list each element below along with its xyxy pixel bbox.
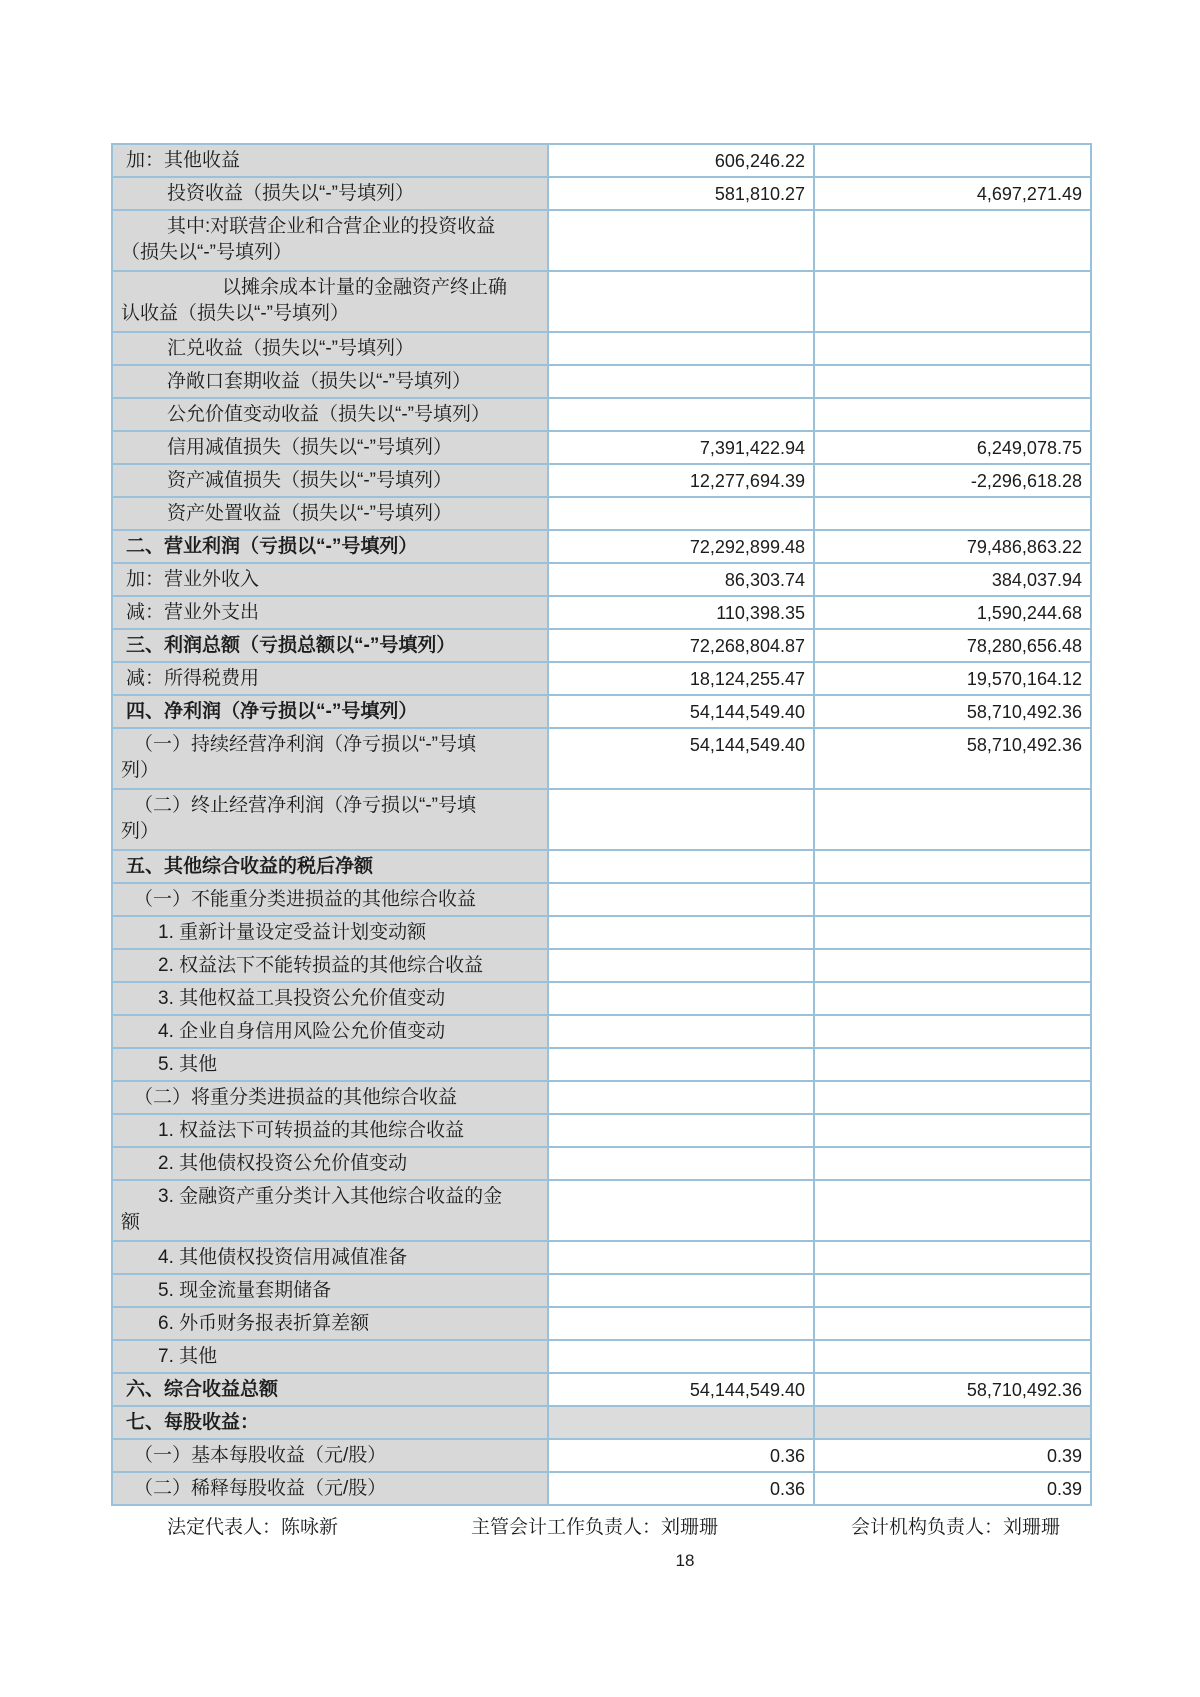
current-period-value [549,1308,815,1339]
current-period-value: 54,144,549.40 [549,729,815,788]
current-period-value [549,1181,815,1240]
row-label: 七、每股收益： [113,1407,549,1438]
row-label: 1. 重新计量设定受益计划变动额 [113,917,549,948]
table-row [113,950,1090,983]
prior-period-value [815,1082,1090,1113]
current-period-value: 72,292,899.48 [549,531,815,562]
row-label: 资产处置收益（损失以“-”号填列） [113,498,549,529]
current-period-value: 110,398.35 [549,597,815,628]
table-row [113,564,1090,597]
current-period-value [549,1016,815,1047]
table-row [113,1308,1090,1341]
prior-period-value: -2,296,618.28 [815,465,1090,496]
table-row [113,1473,1090,1504]
row-label: 投资收益（损失以“-”号填列） [113,178,549,209]
current-period-value: 12,277,694.39 [549,465,815,496]
table-row [113,1440,1090,1473]
prior-period-value [815,1275,1090,1306]
prior-period-value: 58,710,492.36 [815,729,1090,788]
row-label: 1. 权益法下可转损益的其他综合收益 [113,1115,549,1146]
legal-representative: 法定代表人：陈咏新 [167,1517,339,1538]
chief-accounting-officer: 主管会计工作负责人：刘珊珊 [470,1517,718,1538]
table-row [113,1374,1090,1407]
prior-period-value [815,1016,1090,1047]
signature-line [111,1514,1088,1542]
prior-period-value: 384,037.94 [815,564,1090,595]
current-period-value [549,1242,815,1273]
table-row [113,366,1090,399]
current-period-value [549,1049,815,1080]
prior-period-value [815,1049,1090,1080]
prior-period-value [815,211,1090,270]
current-period-value: 0.36 [549,1473,815,1504]
table-row [113,1242,1090,1275]
prior-period-value [815,917,1090,948]
row-label: 4. 其他债权投资信用减值准备 [113,1242,549,1273]
prior-period-value: 58,710,492.36 [815,696,1090,727]
prior-period-value [815,1115,1090,1146]
table-row [113,630,1090,663]
prior-period-value: 1,590,244.68 [815,597,1090,628]
table-row [113,178,1090,211]
prior-period-value [815,851,1090,882]
row-label: 其中:对联营企业和合营企业的投资收益 （损失以“-”号填列） [113,211,549,270]
table-row [113,531,1090,564]
prior-period-value: 0.39 [815,1440,1090,1471]
table-row [113,498,1090,531]
prior-period-value: 79,486,863.22 [815,531,1090,562]
prior-period-value [815,1407,1090,1438]
row-label: （一）基本每股收益（元/股） [113,1440,549,1471]
table-row [113,1049,1090,1082]
row-label: 五、其他综合收益的税后净额 [113,851,549,882]
prior-period-value [815,399,1090,430]
prior-period-value [815,272,1090,331]
row-label: 2. 权益法下不能转损益的其他综合收益 [113,950,549,981]
current-period-value: 54,144,549.40 [549,1374,815,1405]
current-period-value [549,399,815,430]
row-label: 6. 外币财务报表折算差额 [113,1308,549,1339]
current-period-value: 86,303.74 [549,564,815,595]
table-row [113,1016,1090,1049]
table-row [113,696,1090,729]
row-label: 3. 金融资产重分类计入其他综合收益的金 额 [113,1181,549,1240]
row-label: 信用减值损失（损失以“-”号填列） [113,432,549,463]
table-row [113,729,1090,790]
current-period-value [549,366,815,397]
table-row [113,884,1090,917]
table-row [113,1082,1090,1115]
table-row [113,399,1090,432]
prior-period-value: 58,710,492.36 [815,1374,1090,1405]
table-row [113,1407,1090,1440]
prior-period-value: 19,570,164.12 [815,663,1090,694]
table-row [113,851,1090,884]
prior-period-value: 6,249,078.75 [815,432,1090,463]
current-period-value [549,790,815,849]
prior-period-value: 4,697,271.49 [815,178,1090,209]
prior-period-value [815,1181,1090,1240]
current-period-value [549,272,815,331]
table-row [113,145,1090,178]
table-row [113,272,1090,333]
current-period-value [549,884,815,915]
row-label: （二）稀释每股收益（元/股） [113,1473,549,1504]
row-label: 净敞口套期收益（损失以“-”号填列） [113,366,549,397]
row-label: 以摊余成本计量的金融资产终止确 认收益（损失以“-”号填列） [113,272,549,331]
prior-period-value [815,145,1090,176]
prior-period-value [815,884,1090,915]
prior-period-value [815,1148,1090,1179]
current-period-value [549,851,815,882]
row-label: 3. 其他权益工具投资公允价值变动 [113,983,549,1014]
prior-period-value [815,498,1090,529]
row-label: 四、净利润（净亏损以“-”号填列） [113,696,549,727]
page-number: 18 [675,1551,695,1570]
income-statement-table [111,143,1092,1506]
row-label: 5. 其他 [113,1049,549,1080]
prior-period-value [815,333,1090,364]
row-label: 减：营业外支出 [113,597,549,628]
current-period-value [549,1275,815,1306]
current-period-value: 54,144,549.40 [549,696,815,727]
table-row [113,597,1090,630]
current-period-value: 7,391,422.94 [549,432,815,463]
table-row [113,333,1090,366]
current-period-value: 581,810.27 [549,178,815,209]
current-period-value [549,917,815,948]
current-period-value: 606,246.22 [549,145,815,176]
prior-period-value: 0.39 [815,1473,1090,1504]
table-row [113,917,1090,950]
row-label: 5. 现金流量套期储备 [113,1275,549,1306]
prior-period-value [815,1341,1090,1372]
prior-period-value [815,1308,1090,1339]
row-label: 汇兑收益（损失以“-”号填列） [113,333,549,364]
prior-period-value [815,366,1090,397]
table-row [113,465,1090,498]
current-period-value [549,498,815,529]
current-period-value: 18,124,255.47 [549,663,815,694]
table-row [113,211,1090,272]
row-label: 减：所得税费用 [113,663,549,694]
row-label: 公允价值变动收益（损失以“-”号填列） [113,399,549,430]
prior-period-value [815,983,1090,1014]
table-row [113,432,1090,465]
row-label: 7. 其他 [113,1341,549,1372]
row-label: 4. 企业自身信用风险公允价值变动 [113,1016,549,1047]
table-row [113,983,1090,1016]
current-period-value [549,1148,815,1179]
row-label: （二）将重分类进损益的其他综合收益 [113,1082,549,1113]
table-row [113,663,1090,696]
table-row [113,1275,1090,1308]
current-period-value: 0.36 [549,1440,815,1471]
current-period-value [549,211,815,270]
current-period-value [549,1341,815,1372]
table-row [113,1181,1090,1242]
prior-period-value [815,950,1090,981]
current-period-value [549,983,815,1014]
row-label: 资产减值损失（损失以“-”号填列） [113,465,549,496]
row-label: 加：营业外收入 [113,564,549,595]
row-label: （一）持续经营净利润（净亏损以“-”号填 列） [113,729,549,788]
table-row [113,1341,1090,1374]
current-period-value: 72,268,804.87 [549,630,815,661]
row-label: （一）不能重分类进损益的其他综合收益 [113,884,549,915]
prior-period-value: 78,280,656.48 [815,630,1090,661]
current-period-value [549,1082,815,1113]
row-label: 三、利润总额（亏损总额以“-”号填列） [113,630,549,661]
row-label: 六、综合收益总额 [113,1374,549,1405]
row-label: （二）终止经营净利润（净亏损以“-”号填 列） [113,790,549,849]
table-row [113,1148,1090,1181]
prior-period-value [815,790,1090,849]
current-period-value [549,1407,815,1438]
current-period-value [549,1115,815,1146]
accounting-department-head: 会计机构负责人：刘珊珊 [850,1517,1060,1538]
prior-period-value [815,1242,1090,1273]
current-period-value [549,333,815,364]
row-label: 2. 其他债权投资公允价值变动 [113,1148,549,1179]
current-period-value [549,950,815,981]
table-row [113,1115,1090,1148]
row-label: 加：其他收益 [113,145,549,176]
row-label: 二、营业利润（亏损以“-”号填列） [113,531,549,562]
table-row [113,790,1090,851]
